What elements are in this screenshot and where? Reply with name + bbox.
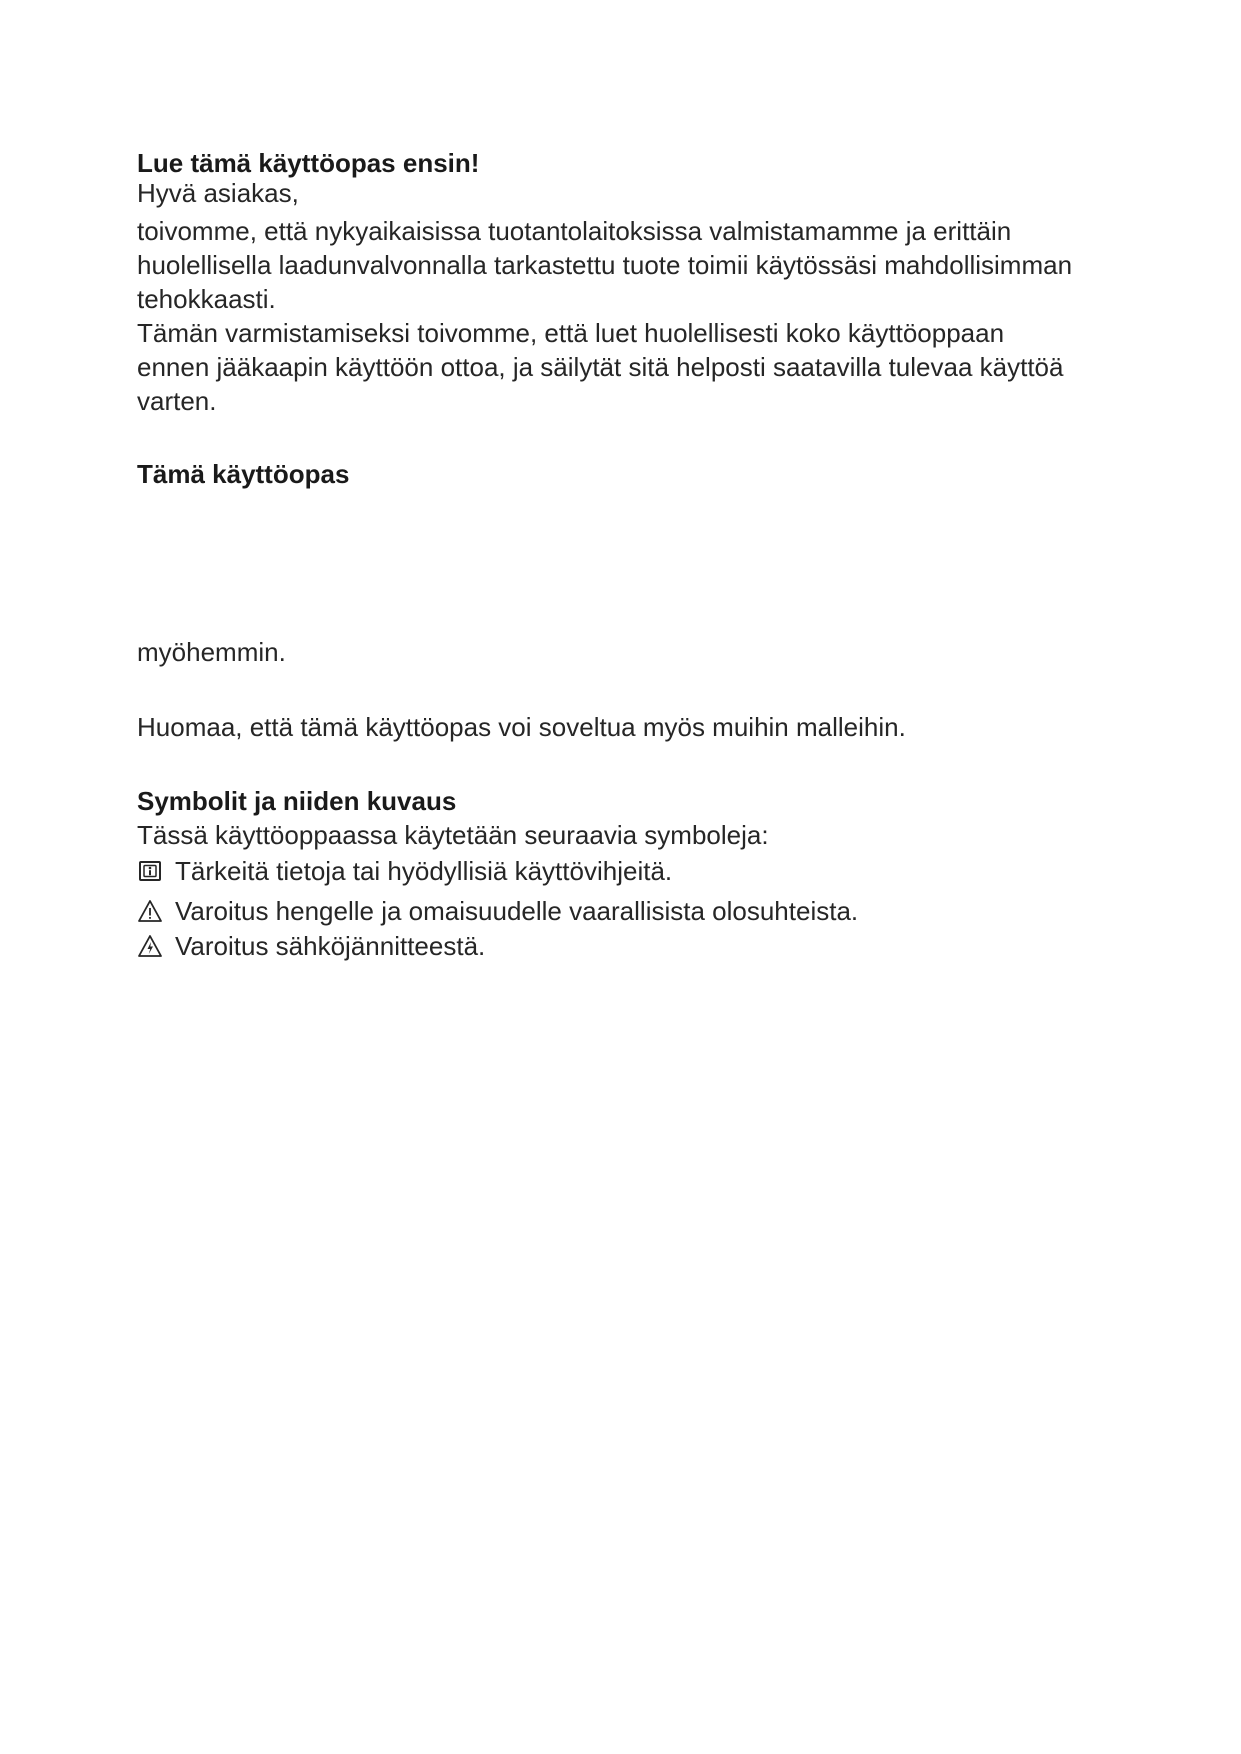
symbol-text-hazard: Varoitus hengelle ja omaisuudelle vaarallisista olosuhteista. [175,896,859,926]
para1-line2: huolellisella laadunvalvonnalla tarkastettu tuote toimii käytössäsi mahdollisimman [137,250,1073,280]
greeting: Hyvä asiakas, [137,178,299,208]
info-icon [137,858,163,884]
symbol-row-electric [137,930,485,962]
para2-line3: varten. [137,386,217,416]
heading-this-manual: Tämä käyttöopas [137,459,350,489]
heading-symbols: Symbolit ja niiden kuvaus [137,786,457,816]
heading-read-first: Lue tämä käyttöopas ensin! [137,148,480,178]
para2-line2: ennen jääkaapin käyttöön ottoa, ja säilytät sitä helposti saatavilla tulevaa käyttöä [137,352,1064,382]
note-text: Huomaa, että tämä käyttöopas voi soveltua myös muihin malleihin. [137,712,906,742]
symbol-text-info: Tärkeitä tietoja tai hyödyllisiä käyttövihjeitä. [175,856,673,886]
symbol-row-info [137,855,672,887]
symbols-intro: Tässä käyttöoppaassa käytetään seuraavia symboleja: [137,820,769,850]
symbol-row-hazard [137,895,858,927]
para2-line1: Tämän varmistamiseksi toivomme, että luet huolellisesti koko käyttöoppaan [137,318,1005,348]
symbol-text-electric: Varoitus sähköjännitteestä. [175,931,486,961]
para1-line1: toivomme, että nykyaikaisissa tuotantolaitoksissa valmistamamme ja erittäin [137,216,1012,246]
later-text: myöhemmin. [137,637,286,667]
warning-triangle-icon [137,898,163,924]
warning-triangle-icon [137,933,163,959]
para1-line3: tehokkaasti. [137,284,276,314]
